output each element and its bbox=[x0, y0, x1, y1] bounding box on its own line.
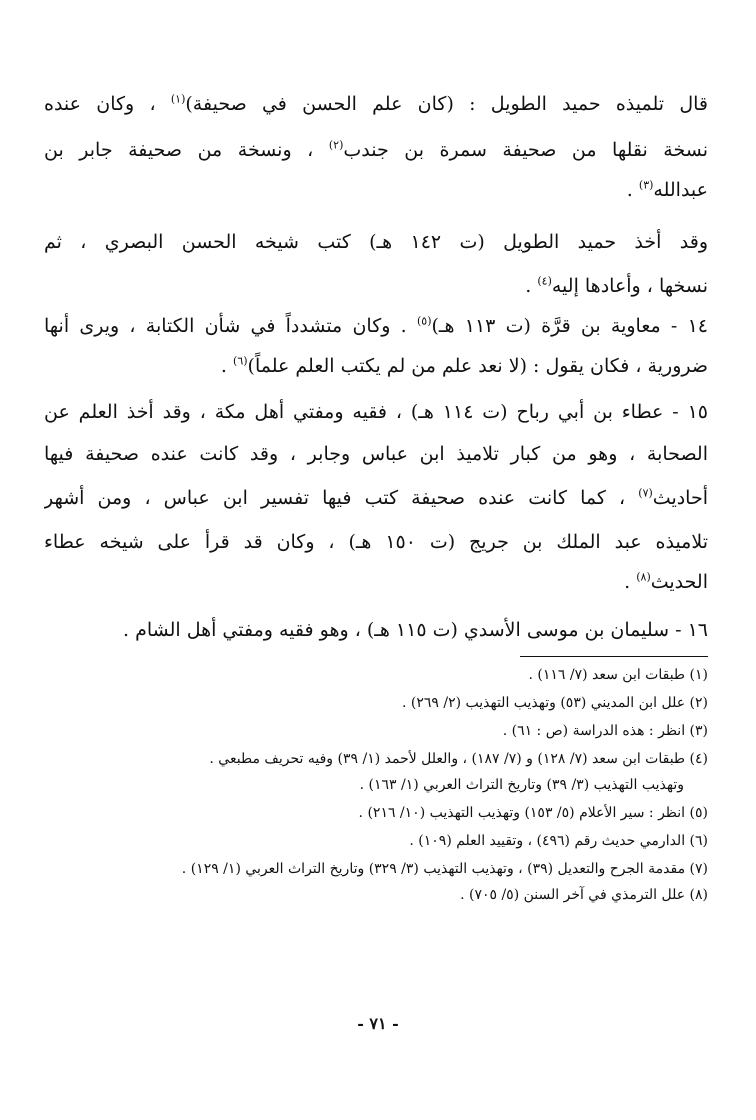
footnote-ref: (٨) bbox=[636, 570, 651, 584]
main-text-line bbox=[44, 82, 708, 126]
main-text-line bbox=[44, 476, 708, 520]
footnote-continuation: وتهذيب التهذيب (٣/ ٣٩) وتاريخ التراث العربي (١/ ١٦٣) . bbox=[359, 777, 684, 793]
main-text: . وكان متشدداً في شأن الكتابة ، ويرى أنها bbox=[44, 315, 417, 337]
footnote-ref: (٤) bbox=[537, 274, 552, 288]
footnote-ref: (٦) bbox=[233, 354, 248, 368]
footnote-divider bbox=[520, 656, 708, 657]
footnote-ref: (١) bbox=[170, 92, 186, 106]
main-text: الصحابة ، وهو من كبار تلاميذ ابن عباس وجابر ، وقد كانت عنده صحيفة فيها bbox=[44, 443, 708, 465]
footnote-ref: (٥) bbox=[416, 314, 432, 328]
main-text: نسخة نقلها من صحيفة سمرة بن جندب bbox=[343, 139, 708, 161]
main-text-line bbox=[44, 432, 708, 476]
main-text-line bbox=[44, 220, 708, 264]
main-text: ١٥ - عطاء بن أبي رباح (ت ١١٤ هـ) ، فقيه ومفتي أهل مكة ، وقد أخذ العلم عن bbox=[44, 401, 708, 423]
main-text: تلاميذه عبد الملك بن جريج (ت ١٥٠ هـ) ، وكان قد قرأ على شيخه عطاء bbox=[44, 531, 708, 553]
main-text: ، ونسخة من صحيفة جابر بن bbox=[44, 139, 329, 161]
footnote: (٨) علل الترمذي في آخر السنن (٥/ ٧٠٥) . bbox=[460, 887, 708, 903]
main-text-line bbox=[44, 520, 708, 564]
main-text-line bbox=[44, 304, 708, 348]
footnote: (٤) طبقات ابن سعد (٧/ ١٢٨) و (٧/ ١٨٧) ، والعلل لأحمد (١/ ٣٩) وفيه تحريف مطبعي . bbox=[209, 751, 708, 767]
main-text: . bbox=[626, 179, 639, 201]
main-text: أحاديث bbox=[652, 487, 708, 509]
footnote: (٧) مقدمة الجرح والتعديل (٣٩) ، وتهذيب التهذيب (٣/ ٣٢٩) وتاريخ التراث العربي (١/ ١٢٩) . bbox=[181, 861, 708, 877]
main-text: نسخها ، وأعادها إليه bbox=[551, 275, 708, 297]
main-text: ضرورية ، فكان يقول : (لا نعد علم من لم يكتب العلم علماً) bbox=[247, 355, 708, 377]
main-text-line bbox=[44, 128, 708, 172]
page-number: - ٧١ - bbox=[357, 1014, 399, 1033]
main-text: ، وكان عنده bbox=[44, 93, 171, 115]
main-text: ، كما كانت عنده صحيفة كتب فيها تفسير ابن عباس ، ومن أشهر bbox=[44, 487, 639, 509]
main-text-line bbox=[44, 168, 708, 212]
main-text: ١٦ - سليمان بن موسى الأسدي (ت ١١٥ هـ) ، وهو فقيه ومفتي أهل الشام . bbox=[123, 619, 708, 641]
footnote-ref: (٣) bbox=[638, 178, 654, 192]
main-text: . bbox=[220, 355, 234, 377]
footnote: (٢) علل ابن المديني (٥٣) وتهذيب التهذيب (٢/ ٢٦٩) . bbox=[401, 695, 708, 711]
footnote: (٥) انظر : سير الأعلام (٥/ ١٥٣) وتهذيب التهذيب (١٠/ ٢١٦) . bbox=[358, 805, 708, 821]
main-text-line bbox=[44, 264, 708, 308]
main-text: . bbox=[624, 571, 637, 593]
main-text: عبدالله bbox=[653, 179, 708, 201]
main-text: . bbox=[525, 275, 538, 297]
footnote-ref: (٧) bbox=[638, 486, 653, 500]
footnote: (٦) الدارمي حديث رقم (٤٩٦) ، وتقييد العلم (١٠٩) . bbox=[409, 833, 708, 849]
main-text: الحديث bbox=[650, 571, 708, 593]
main-text: قال تلميذه حميد الطويل : (كان علم الحسن في صحيفة) bbox=[185, 93, 708, 115]
footnote-ref: (٢) bbox=[328, 138, 344, 152]
main-text: وقد أخذ حميد الطويل (ت ١٤٢ هـ) كتب شيخه الحسن البصري ، ثم bbox=[44, 231, 708, 253]
footnote: (٣) انظر : هذه الدراسة (ص : ٦١) . bbox=[502, 723, 708, 739]
main-text-line bbox=[44, 608, 708, 652]
main-text-line bbox=[44, 560, 708, 604]
footnote: (١) طبقات ابن سعد (٧/ ١١٦) . bbox=[528, 667, 708, 683]
main-text-line bbox=[44, 344, 708, 388]
main-text: ١٤ - معاوية بن قرَّة (ت ١١٣ هـ) bbox=[431, 315, 708, 337]
main-text-line bbox=[44, 390, 708, 434]
